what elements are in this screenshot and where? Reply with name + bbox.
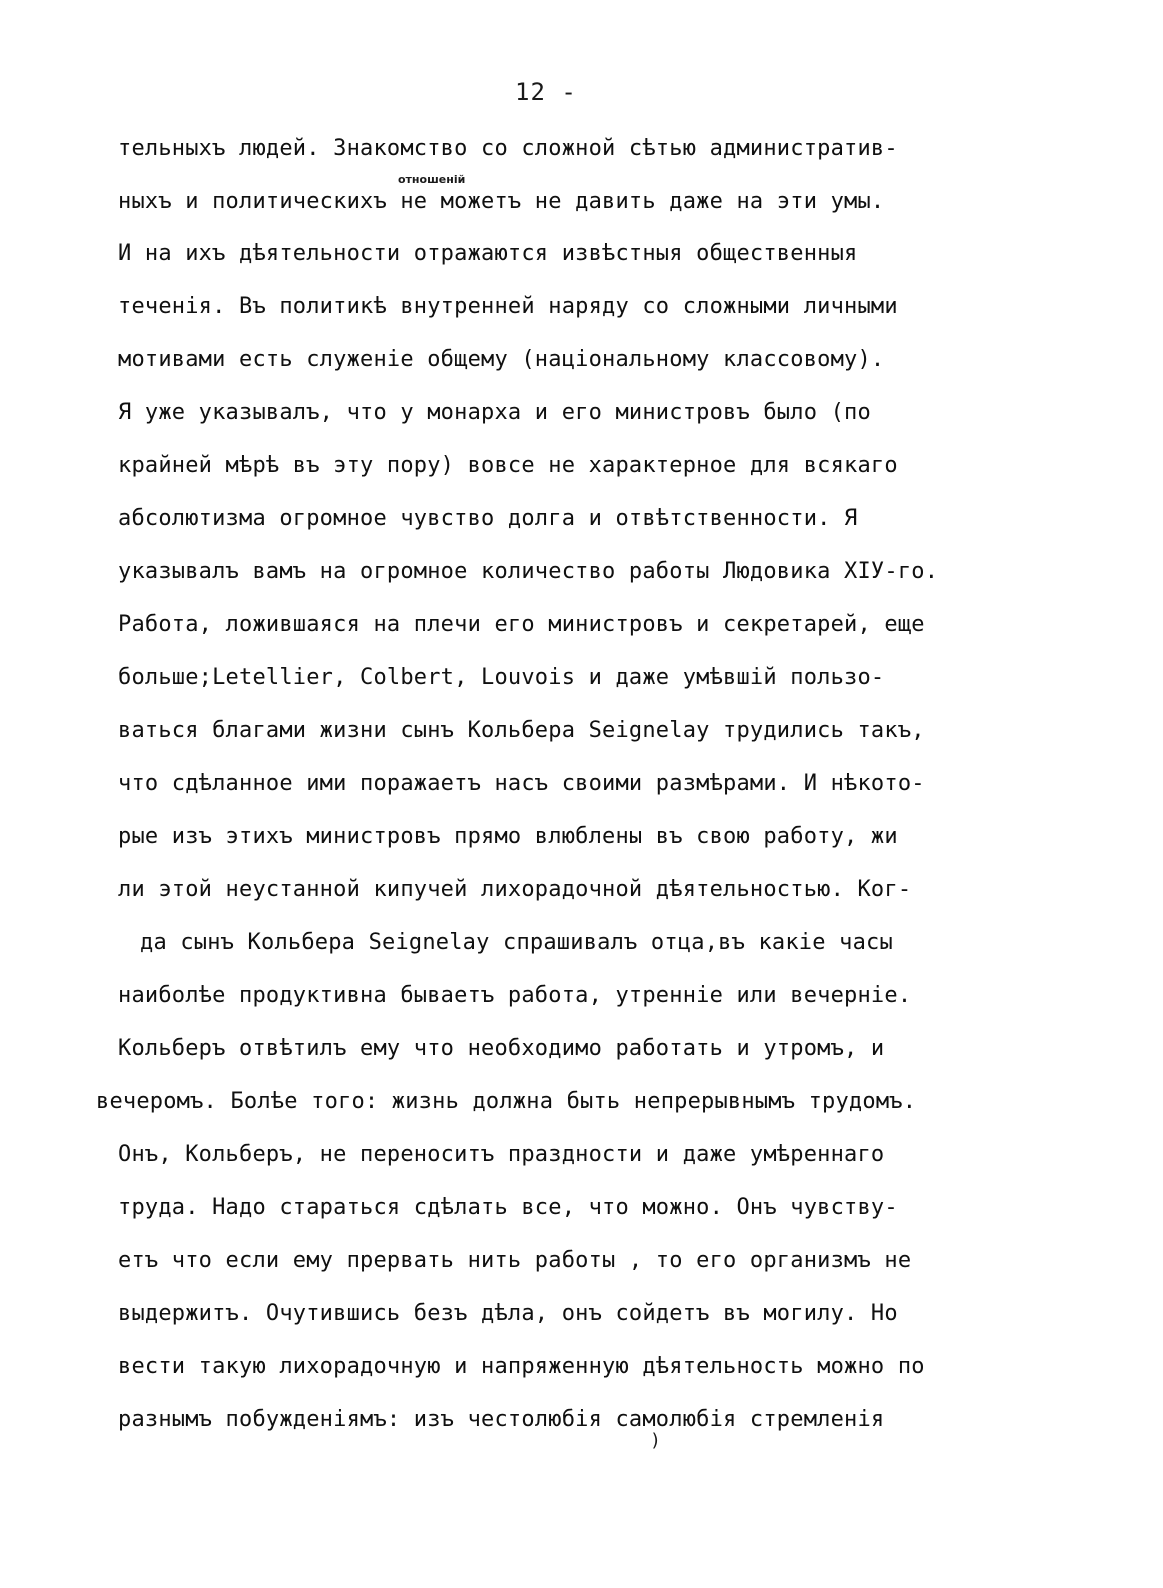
text-line-13: что сдѣланное ими поражаетъ насъ своими размѣрами. И нѣкото- <box>118 771 925 796</box>
text-line-23: выдержитъ. Очутившись безъ дѣла, онъ сойдетъ въ могилу. Но <box>118 1301 898 1326</box>
text-line-25: разнымъ побужденіямъ: изъ честолюбія самолюбія стремленія <box>118 1407 885 1432</box>
text-line-11: больше;Letellier, Colbert, Louvois и даже умѣвшій пользо- <box>118 665 885 690</box>
text-line-1: тельныхъ людей. Знакомство со сложной сѣтью административ- <box>118 136 898 161</box>
text-line-18: Кольберъ отвѣтилъ ему что необходимо работать и утромъ, и <box>118 1036 885 1061</box>
text-line-6: Я уже указывалъ, что у монарха и его министровъ было (по <box>118 400 871 425</box>
page-number: 12 - <box>515 78 577 106</box>
text-line-20: Онъ, Кольберъ, не переноситъ праздности и даже умѣреннаго <box>118 1142 885 1167</box>
text-line-24: вести такую лихорадочную и напряженную дѣятельность можно по <box>118 1354 925 1379</box>
text-line-17: наиболѣе продуктивна бываетъ работа, утренніе или вечерніе. <box>118 983 912 1008</box>
text-line-12: ваться благами жизни сынъ Кольбера Seignelay трудились такъ, <box>118 718 925 743</box>
margin-mark: ) <box>650 1430 661 1451</box>
text-line-2: ныхъ и политическихъ не можетъ не давить даже на эти умы. <box>118 189 885 214</box>
text-line-15: ли этой неустанной кипучей лихорадочной дѣятельностью. Ког- <box>118 877 912 902</box>
text-line-8: абсолютизма огромное чувство долга и отвѣтственности. Я <box>118 506 858 531</box>
text-line-10: Работа, ложившаяся на плечи его министровъ и секретарей, еще <box>118 612 925 637</box>
text-line-7: крайней мѣрѣ въ эту пору) вовсе не характерное для всякаго <box>118 453 898 478</box>
handwritten-insertion: отношеній <box>398 173 466 186</box>
text-line-21: труда. Надо стараться сдѣлать все, что можно. Онъ чувству- <box>118 1195 898 1220</box>
text-line-16: да сынъ Кольбера Seignelay спрашивалъ отца,въ какіе часы <box>140 930 893 955</box>
text-line-4: теченія. Въ политикѣ внутренней наряду со сложными личными <box>118 294 898 319</box>
text-line-14: рые изъ этихъ министровъ прямо влюблены въ свою работу, жи <box>118 824 898 849</box>
text-line-9: указывалъ вамъ на огромное количество работы Людовика XIУ-го. <box>118 559 939 584</box>
text-line-3: И на ихъ дѣятельности отражаются извѣстныя общественныя <box>118 241 858 266</box>
text-line-5: мотивами есть служеніе общему (національному классовому). <box>118 347 885 372</box>
text-line-19: вечеромъ. Болѣе того: жизнь должна быть непрерывнымъ трудомъ. <box>96 1089 917 1114</box>
text-line-22: етъ что если ему прервать нить работы , то его организмъ не <box>118 1248 912 1273</box>
